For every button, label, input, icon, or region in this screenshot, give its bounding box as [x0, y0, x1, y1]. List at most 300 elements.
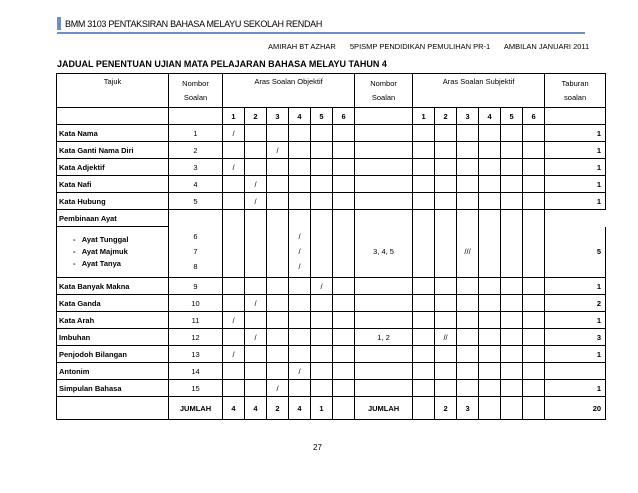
- distribution-cell: 1: [545, 125, 606, 142]
- distribution-cell: 3: [545, 329, 606, 346]
- subjective-mark-cell: [523, 295, 545, 312]
- subjective-mark-cell: [501, 363, 523, 380]
- grand-total-cell: 20: [545, 397, 606, 420]
- table-row: [57, 312, 606, 329]
- objective-mark-cell: /: [245, 193, 267, 210]
- level-cell: 5: [501, 108, 523, 125]
- subjective-mark-cell: [479, 363, 501, 380]
- subjective-mark-cell: [457, 142, 479, 159]
- topic-cell: Kata Hubung: [57, 193, 169, 210]
- objective-total-cell: 2: [267, 397, 289, 420]
- subjective-mark-cell: [479, 193, 501, 210]
- question-number-cell: 14: [169, 363, 223, 380]
- objective-mark-cell: [333, 142, 355, 159]
- objective-mark-cell: [245, 142, 267, 159]
- question-number-cell: 1: [169, 125, 223, 142]
- subjective-mark-cell: [413, 227, 435, 278]
- subjective-mark-cell: [435, 193, 457, 210]
- objective-mark-cell: [267, 159, 289, 176]
- distribution-cell: 1: [545, 176, 606, 193]
- objective-mark-cell: [333, 329, 355, 346]
- subjective-number-cell: [355, 193, 413, 210]
- objective-mark-cell: [289, 176, 311, 193]
- table-row: [57, 125, 606, 142]
- subjective-mark-cell: [479, 346, 501, 363]
- empty-cell: [57, 397, 169, 420]
- objective-mark-cell: [333, 363, 355, 380]
- subjective-mark-cell: [435, 380, 457, 397]
- distribution-cell: 5: [545, 227, 606, 278]
- objective-mark-cell: [289, 295, 311, 312]
- objective-mark-cell: [333, 125, 355, 142]
- question-number-cell: 4: [169, 176, 223, 193]
- subtopic-list: [59, 234, 166, 270]
- level-cell: 5: [311, 108, 333, 125]
- subjective-mark-cell: [457, 159, 479, 176]
- empty-cell: [479, 210, 501, 227]
- subjective-mark-cell: ///: [457, 227, 479, 278]
- objective-mark-cell: [267, 193, 289, 210]
- distribution-cell: 1: [545, 142, 606, 159]
- topic-cell: Kata Ganti Nama Diri: [57, 142, 169, 159]
- subjective-mark-cell: [523, 227, 545, 278]
- subtopic-label: Ayat Majmuk: [81, 247, 128, 256]
- objective-mark-cell: [311, 193, 333, 210]
- distribution-cell: 2: [545, 295, 606, 312]
- subjective-mark-cell: [435, 346, 457, 363]
- subjective-number-cell: [355, 363, 413, 380]
- question-number: 8: [193, 262, 198, 272]
- question-number: 6: [193, 232, 198, 242]
- question-number-cell: 3: [169, 159, 223, 176]
- objective-mark-cell: [311, 312, 333, 329]
- objective-mark-cell: /: [311, 278, 333, 295]
- objective-mark-cell: [223, 142, 245, 159]
- question-number-cell: 15: [169, 380, 223, 397]
- objective-mark-cell: [267, 278, 289, 295]
- subjective-mark-cell: [435, 176, 457, 193]
- subtopic-label: Ayat Tunggal: [81, 235, 129, 244]
- objective-mark-cell: [289, 278, 311, 295]
- objective-mark-cell: [311, 346, 333, 363]
- subjective-mark-cell: [523, 278, 545, 295]
- col-header-nombor: Nombor Soalan: [169, 74, 223, 108]
- intake-name: AMBILAN JANUARI 2011: [503, 42, 590, 51]
- topic-cell: Kata Nama: [57, 125, 169, 142]
- header-rule: [57, 32, 585, 34]
- objective-mark-cell: [311, 295, 333, 312]
- table-row: [57, 210, 606, 227]
- objective-mark-cell: /: [223, 125, 245, 142]
- course-header: BMM 3103 PENTAKSIRAN BAHASA MELAYU SEKOLAH RENDAH: [65, 19, 323, 29]
- subjective-mark-cell: [501, 142, 523, 159]
- subjective-number-cell: [355, 125, 413, 142]
- subjective-mark-cell: [457, 125, 479, 142]
- objective-mark-cell: [311, 142, 333, 159]
- subjective-mark-cell: [413, 346, 435, 363]
- objective-mark-cell: [223, 227, 245, 278]
- subjective-mark-cell: [413, 125, 435, 142]
- objective-mark-cell: [311, 227, 333, 278]
- subjective-mark-cell: [479, 380, 501, 397]
- subjective-mark-cell: [523, 380, 545, 397]
- subjective-number-cell: 1, 2: [355, 329, 413, 346]
- objective-total-cell: 1: [311, 397, 333, 420]
- subjective-mark-cell: [413, 380, 435, 397]
- objective-mark-cell: [311, 125, 333, 142]
- table-row: [57, 142, 606, 159]
- distribution-cell: 1: [545, 278, 606, 295]
- distribution-cell: 1: [545, 312, 606, 329]
- objective-mark-cell: /: [223, 346, 245, 363]
- level-row: [57, 108, 606, 125]
- col-header-taburan: Taburan soalan: [545, 74, 606, 108]
- bullet-dash: -: [73, 235, 82, 244]
- distribution-cell: 1: [545, 346, 606, 363]
- bullet-dash: -: [73, 259, 82, 268]
- empty-cell: [523, 210, 545, 227]
- objective-mark-cell: [267, 329, 289, 346]
- table-row: [57, 380, 606, 397]
- objective-total-cell: 4: [223, 397, 245, 420]
- subjective-mark-cell: [435, 363, 457, 380]
- question-number: 7: [193, 247, 198, 257]
- subjective-mark-cell: [501, 193, 523, 210]
- subjective-mark-cell: [523, 193, 545, 210]
- level-cell: 2: [435, 108, 457, 125]
- subjective-mark-cell: [479, 278, 501, 295]
- subjective-mark-cell: [523, 312, 545, 329]
- subjective-mark-cell: [457, 278, 479, 295]
- subtopic-item: [73, 234, 166, 246]
- question-number-cell: 5: [169, 193, 223, 210]
- table-row: [57, 278, 606, 295]
- empty-cell: [169, 210, 223, 227]
- subjective-mark-cell: [479, 176, 501, 193]
- subjective-mark-cell: [413, 312, 435, 329]
- objective-mark-cell: [223, 193, 245, 210]
- topic-cell: Kata Adjektif: [57, 159, 169, 176]
- col-header-objektif: Aras Soalan Objektif: [223, 74, 355, 108]
- objective-mark-cell: [245, 312, 267, 329]
- distribution-cell: [545, 363, 606, 380]
- subjective-mark-cell: [435, 125, 457, 142]
- subjective-mark-cell: [501, 278, 523, 295]
- question-number-cell: 10: [169, 295, 223, 312]
- subjective-mark-cell: [435, 312, 457, 329]
- objective-mark-cell: [289, 380, 311, 397]
- subjective-mark-cell: [501, 380, 523, 397]
- col-header-tajuk: Tajuk: [57, 74, 169, 108]
- objective-mark-cell: [267, 312, 289, 329]
- subjective-mark-cell: [457, 329, 479, 346]
- objective-mark-cell: [267, 227, 289, 278]
- subjective-total-cell: [501, 397, 523, 420]
- distribution-cell: 1: [545, 159, 606, 176]
- subtopic-item: [73, 246, 166, 258]
- subjective-mark-cell: [523, 329, 545, 346]
- topic-cell: Penjodoh Bilangan: [57, 346, 169, 363]
- subjective-mark-cell: [413, 193, 435, 210]
- objective-mark-cell: [223, 176, 245, 193]
- subtopic-label: Ayat Tanya: [81, 259, 121, 268]
- subjective-mark-cell: [457, 380, 479, 397]
- objective-mark-cell: [267, 176, 289, 193]
- subjective-mark-cell: [457, 176, 479, 193]
- subjective-number-cell: [355, 142, 413, 159]
- table-row: [57, 329, 606, 346]
- subjective-mark-cell: [435, 142, 457, 159]
- objective-mark-cell: [267, 346, 289, 363]
- objective-mark-cell: [267, 363, 289, 380]
- objective-mark-cell: [333, 176, 355, 193]
- program-name: 5PISMP PENDIDIKAN PEMULIHAN PR-1: [349, 42, 491, 51]
- objective-mark-cell: [223, 329, 245, 346]
- subjective-number-cell: [355, 176, 413, 193]
- objective-mark-cell: [289, 159, 311, 176]
- objective-mark-cell: [289, 312, 311, 329]
- table-row: [57, 159, 606, 176]
- empty-cell: [245, 210, 267, 227]
- objective-mark-cell: /: [223, 159, 245, 176]
- subjective-mark-cell: [523, 142, 545, 159]
- objective-mark-cell: [245, 380, 267, 397]
- level-cell: 1: [413, 108, 435, 125]
- objective-mark-cell: [245, 227, 267, 278]
- total-label-cell: JUMLAH: [169, 397, 223, 420]
- empty-cell: [223, 210, 245, 227]
- objective-mark-cell: [333, 193, 355, 210]
- subjective-total-cell: 2: [435, 397, 457, 420]
- subjective-mark-cell: [457, 346, 479, 363]
- subjective-mark-cell: [457, 312, 479, 329]
- objective-mark-cell: [311, 329, 333, 346]
- topic-cell: Pembinaan Ayat: [57, 210, 169, 227]
- objective-mark-cell: [289, 142, 311, 159]
- objective-mark-cell: [333, 159, 355, 176]
- subjective-mark-cell: [479, 312, 501, 329]
- objective-mark: /: [298, 247, 301, 257]
- table-row: [57, 295, 606, 312]
- question-number-cell: [169, 227, 223, 278]
- table-row: [57, 346, 606, 363]
- empty-cell: [413, 210, 435, 227]
- col-header-nombor-sub: Nombor Soalan: [355, 74, 413, 108]
- objective-mark-cell: /: [245, 329, 267, 346]
- subjective-total-cell: [413, 397, 435, 420]
- question-number-cell: 11: [169, 312, 223, 329]
- subjective-number-cell: 3, 4, 5: [355, 227, 413, 278]
- objective-mark-cell: /: [289, 363, 311, 380]
- level-cell: 4: [289, 108, 311, 125]
- objective-mark-cell: [223, 295, 245, 312]
- table-row: [57, 227, 606, 278]
- objective-mark-cell: [267, 295, 289, 312]
- level-cell: 6: [523, 108, 545, 125]
- subjective-mark-cell: [523, 363, 545, 380]
- header-row: [57, 74, 606, 108]
- subjective-mark-cell: [479, 159, 501, 176]
- question-number-cell: 13: [169, 346, 223, 363]
- objective-mark-cell: [223, 363, 245, 380]
- objective-total-cell: 4: [289, 397, 311, 420]
- table-title: JADUAL PENENTUAN UJIAN MATA PELAJARAN BAHASA MELAYU TAHUN 4: [57, 59, 387, 69]
- objective-mark-cell: [223, 278, 245, 295]
- objective-mark-cell: [333, 278, 355, 295]
- subjective-mark-cell: [413, 278, 435, 295]
- subjective-mark-cell: [413, 159, 435, 176]
- author-name: AMIRAH BT AZHAR: [268, 42, 336, 51]
- distribution-cell: 1: [545, 193, 606, 210]
- objective-mark-cell: [311, 380, 333, 397]
- level-cell: 1: [223, 108, 245, 125]
- objective-mark-cell: [333, 227, 355, 278]
- objective-mark-cell: [311, 159, 333, 176]
- subjective-mark-cell: [435, 278, 457, 295]
- subjective-mark-cell: [501, 295, 523, 312]
- author-line: [268, 42, 601, 51]
- subjective-mark-cell: //: [435, 329, 457, 346]
- specification-table: [56, 73, 606, 420]
- subjective-total-cell: 3: [457, 397, 479, 420]
- table-row: [57, 363, 606, 380]
- objective-mark-cell: /: [245, 176, 267, 193]
- subjective-mark-cell: [457, 295, 479, 312]
- level-cell: 4: [479, 108, 501, 125]
- subjective-mark-cell: [479, 329, 501, 346]
- objective-mark-cell: /: [245, 295, 267, 312]
- objective-mark-cell: [289, 125, 311, 142]
- subjective-mark-cell: [413, 142, 435, 159]
- level-cell: 3: [457, 108, 479, 125]
- objective-mark: /: [298, 262, 301, 272]
- empty-cell: [311, 210, 333, 227]
- empty-cell: [457, 210, 479, 227]
- subjective-mark-cell: [413, 176, 435, 193]
- subjective-mark-cell: [457, 363, 479, 380]
- subjective-mark-cell: [501, 125, 523, 142]
- subjective-mark-cell: [501, 159, 523, 176]
- empty-cell: [355, 210, 413, 227]
- objective-mark-cell: [289, 346, 311, 363]
- objective-mark-cell: [289, 227, 311, 278]
- table-row: [57, 176, 606, 193]
- objective-mark: /: [298, 232, 301, 242]
- subjective-mark-cell: [435, 295, 457, 312]
- objective-mark-cell: /: [267, 142, 289, 159]
- topic-cell: Simpulan Bahasa: [57, 380, 169, 397]
- subjective-mark-cell: [523, 159, 545, 176]
- subjective-number-cell: [355, 380, 413, 397]
- question-number-cell: 12: [169, 329, 223, 346]
- objective-total-cell: 4: [245, 397, 267, 420]
- objective-total-cell: [333, 397, 355, 420]
- subjective-mark-cell: [479, 125, 501, 142]
- objective-mark-cell: [245, 159, 267, 176]
- objective-mark-cell: [245, 278, 267, 295]
- level-cell: 2: [245, 108, 267, 125]
- topic-cell: Kata Banyak Makna: [57, 278, 169, 295]
- subjective-number-cell: [355, 295, 413, 312]
- subjective-mark-cell: [435, 159, 457, 176]
- objective-mark-cell: [245, 125, 267, 142]
- subjective-mark-cell: [479, 295, 501, 312]
- empty-cell: [435, 210, 457, 227]
- subjective-mark-cell: [523, 346, 545, 363]
- subjective-mark-cell: [501, 176, 523, 193]
- subjective-mark-cell: [413, 295, 435, 312]
- objective-mark-cell: [333, 295, 355, 312]
- objective-mark-cell: [223, 380, 245, 397]
- topic-cell: Imbuhan: [57, 329, 169, 346]
- objective-mark-cell: [245, 346, 267, 363]
- subjective-mark-cell: [457, 193, 479, 210]
- level-cell: 3: [267, 108, 289, 125]
- objective-mark-cell: [311, 176, 333, 193]
- empty-cell: [267, 210, 289, 227]
- subjective-number-cell: [355, 278, 413, 295]
- empty-cell: [333, 210, 355, 227]
- topic-cell: Antonim: [57, 363, 169, 380]
- subjective-total-cell: [479, 397, 501, 420]
- subjective-mark-cell: [479, 142, 501, 159]
- totals-row: [57, 397, 606, 420]
- subjective-mark-cell: [501, 346, 523, 363]
- subjective-mark-cell: [523, 176, 545, 193]
- subjective-mark-cell: [501, 227, 523, 278]
- empty-cell: [501, 210, 523, 227]
- objective-mark-cell: [311, 363, 333, 380]
- page-number: 27: [313, 443, 322, 452]
- subjective-number-cell: [355, 159, 413, 176]
- subjective-total-cell: [523, 397, 545, 420]
- subjective-mark-cell: [413, 363, 435, 380]
- question-number-cell: 9: [169, 278, 223, 295]
- question-number-cell: 2: [169, 142, 223, 159]
- objective-mark-cell: [245, 363, 267, 380]
- objective-mark-cell: [333, 346, 355, 363]
- level-cell: 6: [333, 108, 355, 125]
- table-row: [57, 193, 606, 210]
- objective-mark-cell: [333, 380, 355, 397]
- objective-mark-cell: [267, 125, 289, 142]
- subjective-mark-cell: [413, 329, 435, 346]
- distribution-cell: 1: [545, 380, 606, 397]
- total-label-cell: JUMLAH: [355, 397, 413, 420]
- objective-mark-cell: [289, 329, 311, 346]
- objective-mark-cell: /: [267, 380, 289, 397]
- bullet-dash: -: [73, 247, 82, 256]
- subjective-mark-cell: [501, 329, 523, 346]
- table-body: [57, 74, 606, 420]
- subtopic-item: [73, 258, 166, 270]
- subjective-mark-cell: [479, 227, 501, 278]
- subjective-number-cell: [355, 312, 413, 329]
- topic-list-cell: [57, 227, 169, 278]
- col-header-subjektif: Aras Soalan Subjektif: [413, 74, 545, 108]
- empty-cell: [289, 210, 311, 227]
- objective-mark-cell: /: [223, 312, 245, 329]
- topic-cell: Kata Nafi: [57, 176, 169, 193]
- subjective-number-cell: [355, 346, 413, 363]
- subjective-mark-cell: [501, 312, 523, 329]
- objective-mark-cell: [333, 312, 355, 329]
- subjective-mark-cell: [435, 227, 457, 278]
- objective-mark-cell: [289, 193, 311, 210]
- topic-cell: Kata Ganda: [57, 295, 169, 312]
- subjective-mark-cell: [523, 125, 545, 142]
- topic-cell: Kata Arah: [57, 312, 169, 329]
